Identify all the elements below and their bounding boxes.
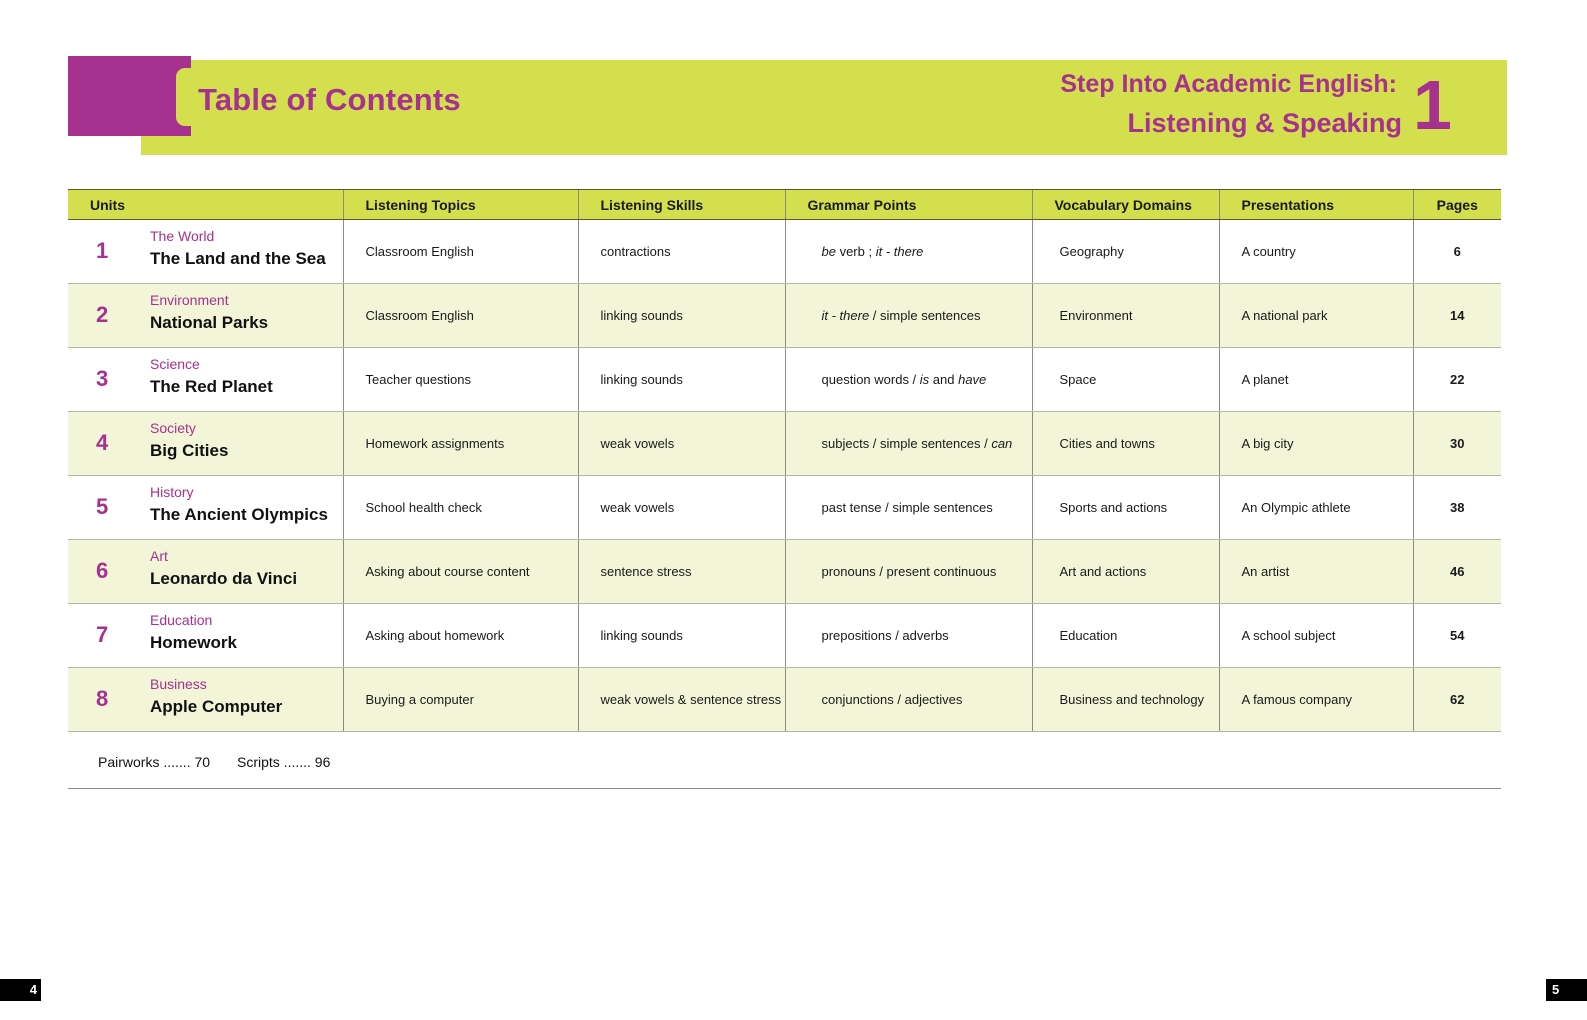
vocabulary-cell: Business and technology — [1032, 668, 1219, 732]
table-row[interactable] — [68, 540, 1501, 604]
grammar-part: pronouns / present continuous — [821, 564, 997, 579]
listening-skill-cell — [578, 220, 785, 284]
unit-label — [68, 348, 343, 411]
page-number-cell[interactable]: 38 — [1413, 476, 1501, 540]
unit-number: 2 — [96, 302, 109, 327]
unit-topic: Society — [150, 420, 196, 436]
grammar-part: it - there — [821, 308, 870, 323]
listening-topic-cell: Asking about course content — [343, 540, 578, 604]
scripts-entry[interactable]: Scripts ....... 96 — [237, 754, 331, 770]
unit-number: 6 — [96, 558, 109, 583]
header-pages: Pages — [1413, 190, 1501, 220]
page-number-right: 5 — [1546, 979, 1587, 1001]
vocabulary-cell: Art and actions — [1032, 540, 1219, 604]
series-title-line2: Listening & Speaking — [1127, 108, 1402, 138]
grammar-cell — [785, 476, 1032, 540]
listening-topic-cell: Buying a computer — [343, 668, 578, 732]
header-listening-topics: Listening Topics — [343, 190, 578, 220]
listening-topic-cell: Asking about homework — [343, 604, 578, 668]
listening-skill-cell — [578, 668, 785, 732]
unit-label — [68, 476, 343, 539]
presentation-cell: A school subject — [1219, 604, 1413, 668]
table-row[interactable] — [68, 604, 1501, 668]
unit-title[interactable]: Homework — [150, 633, 237, 652]
grammar-cell — [785, 284, 1032, 348]
unit-number: 3 — [96, 366, 109, 391]
vocabulary-cell: Environment — [1032, 284, 1219, 348]
unit-label — [68, 284, 343, 347]
unit-number: 8 — [96, 686, 109, 711]
presentation-cell: An Olympic athlete — [1219, 476, 1413, 540]
pairworks-entry[interactable]: Pairworks ....... 70 — [98, 754, 211, 770]
header-listening-skills: Listening Skills — [578, 190, 785, 220]
unit-label — [68, 412, 343, 475]
header-grammar-points: Grammar Points — [785, 190, 1032, 220]
presentation-cell: A famous company — [1219, 668, 1413, 732]
unit-cell — [68, 348, 343, 412]
unit-topic: Business — [150, 676, 207, 692]
header-presentations: Presentations — [1219, 190, 1413, 220]
listening-topic-cell: School health check — [343, 476, 578, 540]
unit-title[interactable]: National Parks — [150, 313, 269, 332]
vocabulary-cell: Geography — [1032, 220, 1219, 284]
unit-cell — [68, 220, 343, 284]
grammar-part: verb ; — [835, 244, 876, 259]
grammar-part: have — [958, 372, 987, 387]
listening-skill-cell — [578, 412, 785, 476]
unit-title[interactable]: Apple Computer — [150, 697, 283, 716]
grammar-part: conjunctions / adjectives — [821, 692, 963, 707]
page-number-cell[interactable]: 46 — [1413, 540, 1501, 604]
grammar-part: is — [919, 372, 930, 387]
listening-skill-cell — [578, 540, 785, 604]
table-row[interactable] — [68, 220, 1501, 284]
unit-cell — [68, 604, 343, 668]
footer-divider — [68, 788, 1501, 789]
unit-title[interactable]: The Red Planet — [150, 377, 273, 396]
presentation-cell: A national park — [1219, 284, 1413, 348]
unit-cell — [68, 540, 343, 604]
grammar-part: prepositions / adverbs — [821, 628, 949, 643]
unit-number: 4 — [96, 430, 109, 455]
grammar-part: it - there — [875, 244, 924, 259]
unit-cell — [68, 412, 343, 476]
listening-skill-cell — [578, 604, 785, 668]
listening-skill-cell — [578, 476, 785, 540]
grammar-part: / simple sentences — [869, 308, 981, 323]
presentation-cell: A country — [1219, 220, 1413, 284]
presentation-cell: An artist — [1219, 540, 1413, 604]
unit-cell — [68, 476, 343, 540]
listening-skill-text: weak vowels — [600, 435, 675, 451]
presentation-cell: A planet — [1219, 348, 1413, 412]
page-number-cell[interactable]: 22 — [1413, 348, 1501, 412]
unit-number: 5 — [96, 494, 109, 519]
page-number-cell[interactable]: 14 — [1413, 284, 1501, 348]
page-title: Table of Contents — [198, 82, 461, 117]
grammar-part: past tense / simple sentences — [821, 500, 993, 515]
grammar-cell — [785, 412, 1032, 476]
tab-notch — [176, 68, 196, 126]
page-number-cell[interactable]: 30 — [1413, 412, 1501, 476]
grammar-cell — [785, 540, 1032, 604]
unit-cell — [68, 284, 343, 348]
unit-topic: Science — [150, 356, 200, 372]
unit-topic: Art — [150, 548, 168, 564]
listening-topic-cell: Classroom English — [343, 220, 578, 284]
grammar-cell — [785, 348, 1032, 412]
contents-table — [68, 189, 1501, 732]
header-units: Units — [68, 190, 343, 220]
unit-topic: Education — [150, 612, 213, 628]
table-row[interactable] — [68, 284, 1501, 348]
unit-topic: The World — [150, 228, 215, 244]
table-row[interactable] — [68, 476, 1501, 540]
unit-label — [68, 540, 343, 603]
listening-skill-text: linking sounds — [600, 307, 683, 323]
table-header-row — [68, 190, 1501, 220]
listening-skill-text: weak vowels — [600, 499, 675, 515]
unit-title[interactable]: Leonardo da Vinci — [150, 569, 298, 588]
header-vocabulary-domains: Vocabulary Domains — [1032, 190, 1219, 220]
grammar-cell — [785, 604, 1032, 668]
listening-skill-text: contractions — [600, 243, 671, 259]
unit-label — [68, 668, 343, 731]
unit-title[interactable]: The Land and the Sea — [150, 249, 326, 268]
page-number-cell[interactable]: 6 — [1413, 220, 1501, 284]
grammar-part: question words / — [821, 372, 920, 387]
grammar-part: be — [821, 244, 836, 259]
listening-skill-text: linking sounds — [600, 627, 683, 643]
grammar-part: can — [991, 436, 1013, 451]
listening-topic-cell: Teacher questions — [343, 348, 578, 412]
series-number: 1 — [1413, 66, 1452, 144]
listening-skill-text: weak vowels & sentence stress — [600, 691, 782, 707]
vocabulary-cell: Cities and towns — [1032, 412, 1219, 476]
series-title-line1: Step Into Academic English: — [1060, 70, 1397, 98]
unit-title[interactable]: Big Cities — [150, 441, 229, 460]
vocabulary-cell: Space — [1032, 348, 1219, 412]
table-row[interactable] — [68, 412, 1501, 476]
page-number-left: 4 — [0, 979, 41, 1001]
unit-cell — [68, 668, 343, 732]
listening-skill-text: linking sounds — [600, 371, 683, 387]
listening-skill-cell — [578, 284, 785, 348]
grammar-part: subjects / simple sentences / — [821, 436, 992, 451]
magenta-tab — [68, 56, 191, 136]
listening-topic-cell: Homework assignments — [343, 412, 578, 476]
unit-number: 1 — [96, 238, 109, 263]
vocabulary-cell: Sports and actions — [1032, 476, 1219, 540]
vocabulary-cell: Education — [1032, 604, 1219, 668]
unit-label — [68, 604, 343, 667]
listening-topic-cell: Classroom English — [343, 284, 578, 348]
unit-topic: History — [150, 484, 194, 500]
presentation-cell: A big city — [1219, 412, 1413, 476]
table-row[interactable] — [68, 668, 1501, 732]
grammar-cell — [785, 220, 1032, 284]
listening-skill-cell — [578, 348, 785, 412]
page-number-cell[interactable]: 62 — [1413, 668, 1501, 732]
page-number-cell[interactable]: 54 — [1413, 604, 1501, 668]
table-row[interactable] — [68, 348, 1501, 412]
grammar-part: and — [929, 372, 959, 387]
unit-number: 7 — [96, 622, 109, 647]
unit-topic: Environment — [150, 292, 229, 308]
unit-label — [68, 220, 343, 283]
unit-title[interactable]: The Ancient Olympics — [150, 505, 328, 524]
grammar-cell — [785, 668, 1032, 732]
listening-skill-text: sentence stress — [600, 563, 692, 579]
